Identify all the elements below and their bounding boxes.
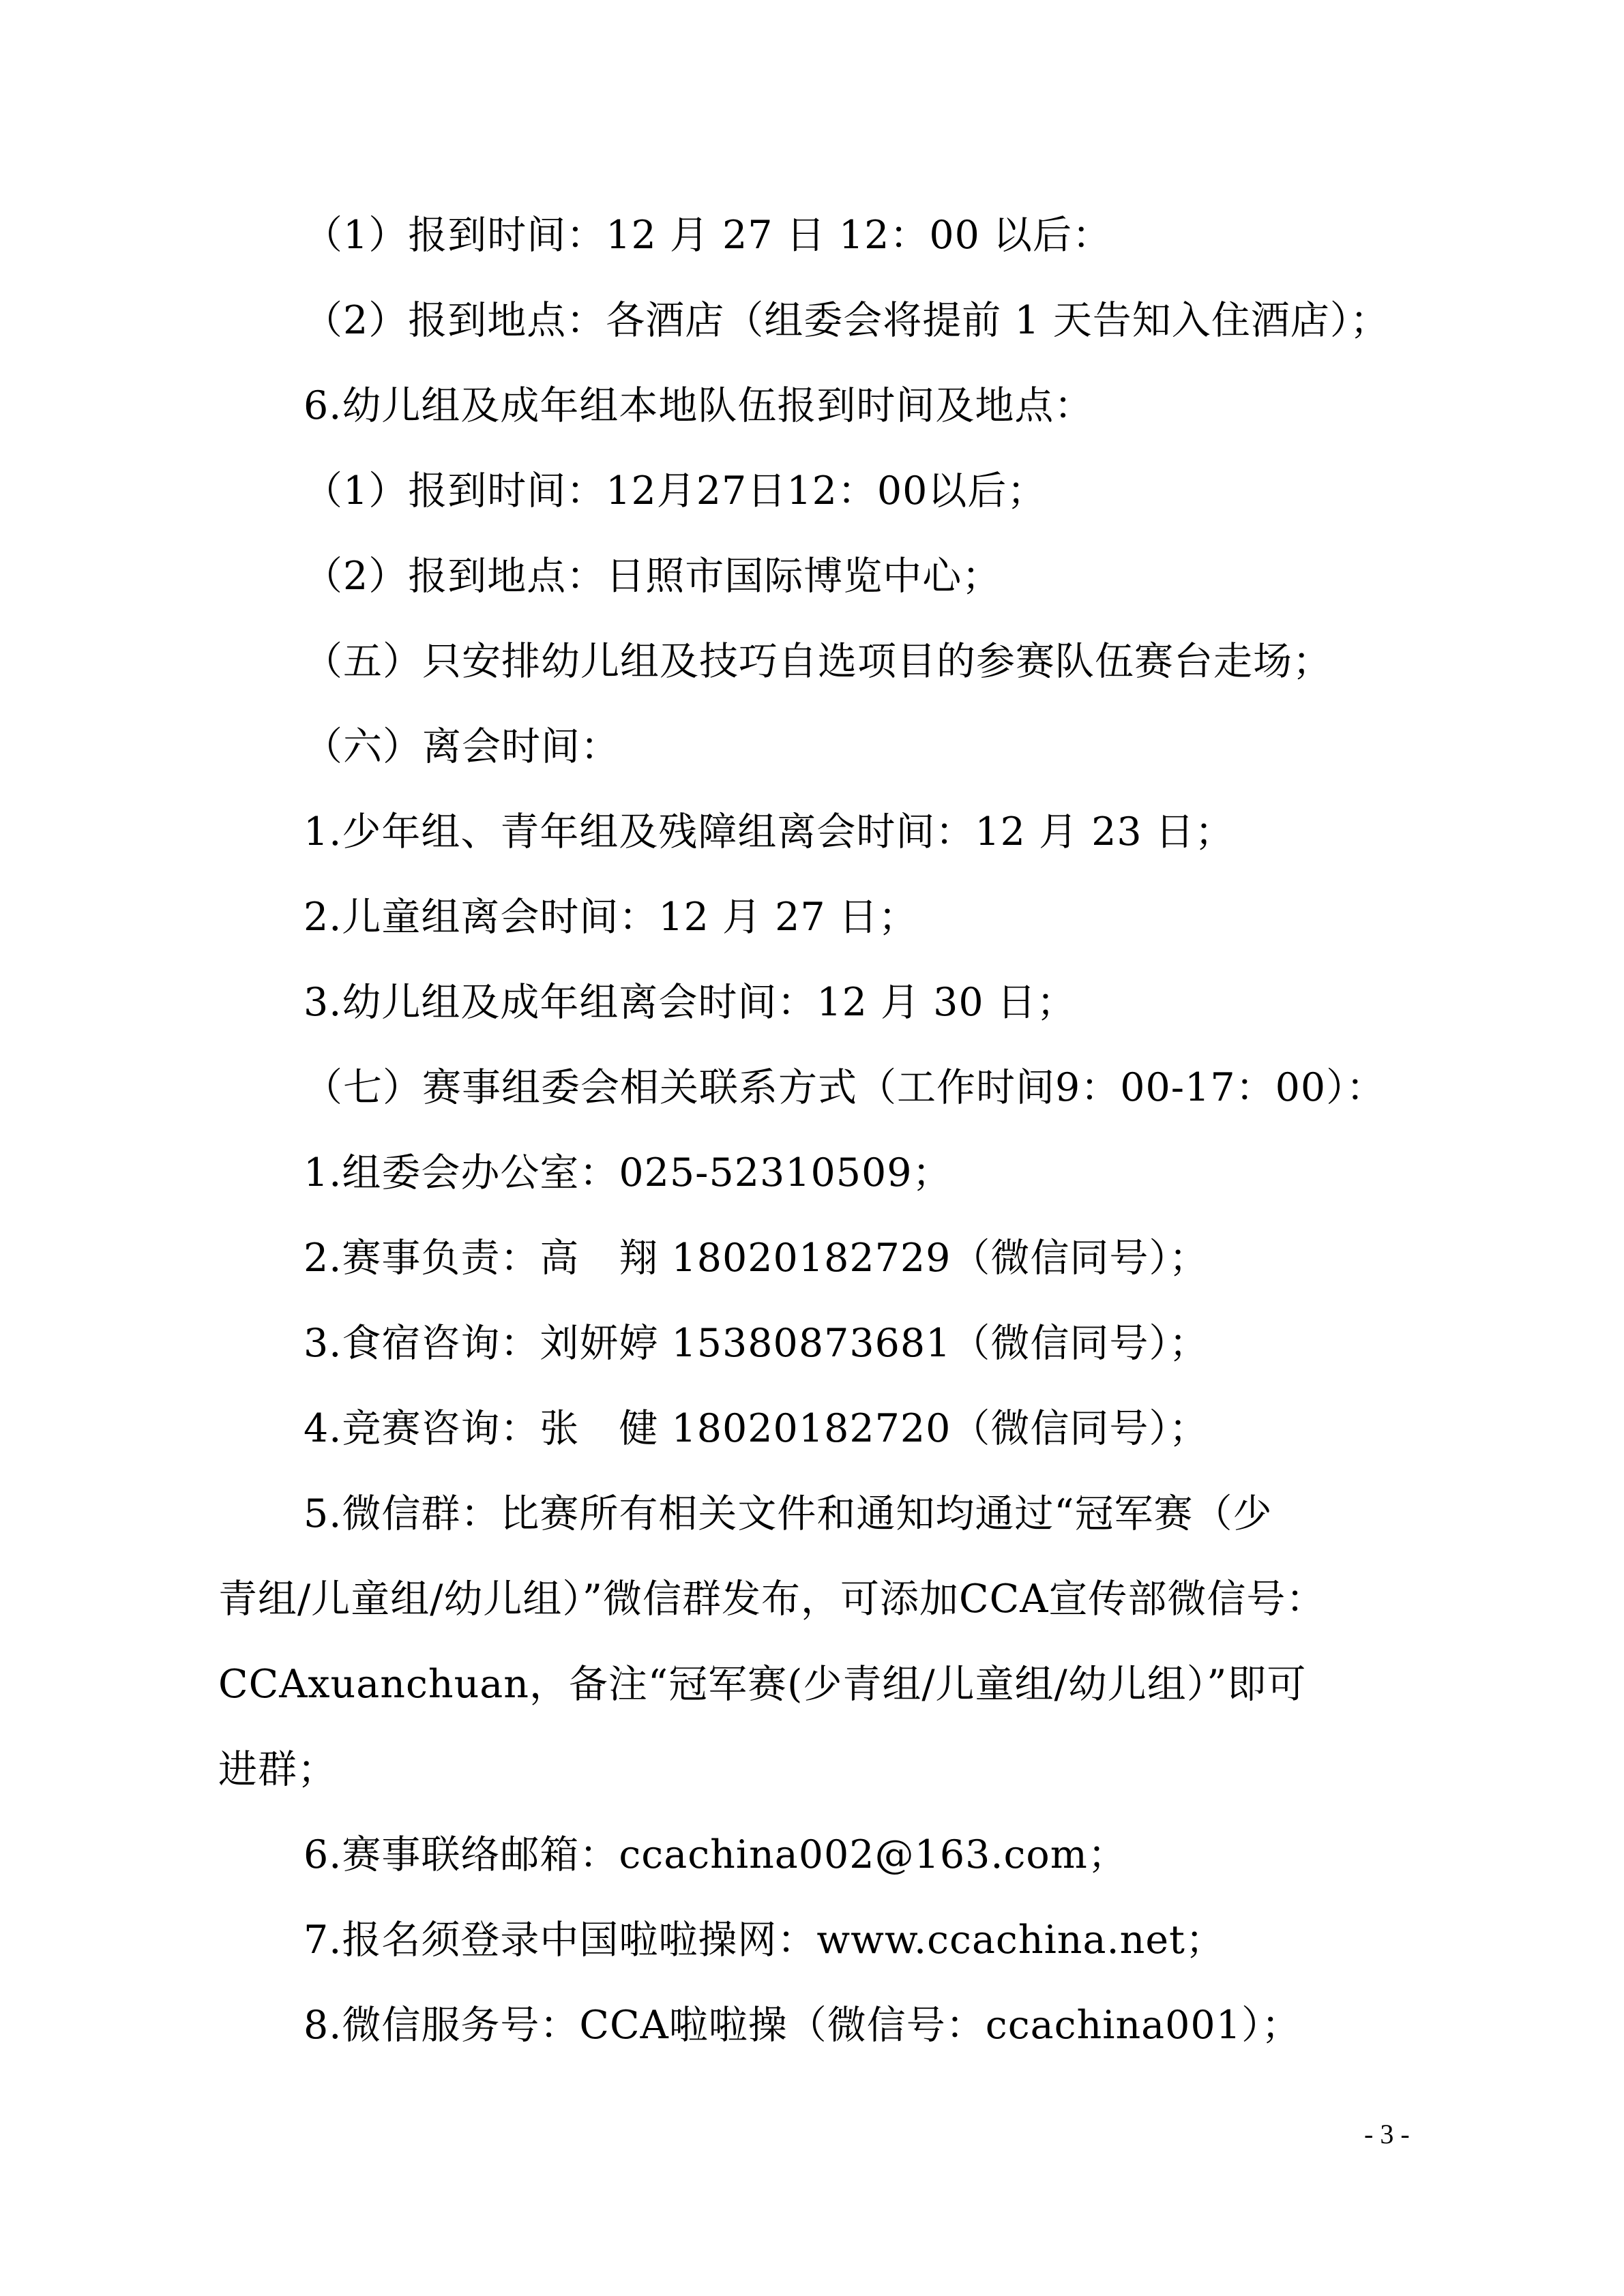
text-line: 3.幼儿组及成年组离会时间：12 月 30 日； [304,980,1076,1025]
text-line: 1.组委会办公室：025-52310509； [304,1150,952,1195]
text-line: （2）报到地点：日照市国际博览中心； [304,554,1002,599]
text-line: 7.报名须登录中国啦啦操网：www.ccachina.net； [304,1918,1225,1963]
text-line: CCAxuanchuan，备注“冠军赛(少青组/儿童组/幼儿组）”即可 [218,1662,1307,1707]
text-line: 3.食宿咨询：刘妍婷 15380873681（微信同号）； [304,1321,1209,1366]
page-number: - 3 - [1364,2119,1410,2149]
text-line: 2.赛事负责：高 翔 18020182729（微信同号）； [304,1236,1209,1281]
text-line: （1）报到时间：12月27日12：00以后； [304,468,1047,513]
text-line: （五）只安排幼儿组及技巧自选项目的参赛队伍赛台走场； [304,639,1332,684]
text-line: 8.微信服务号：CCA啦啦操（微信号：ccachina001）； [304,2003,1301,2048]
text-line: 6.幼儿组及成年组本地队伍报到时间及地点： [304,383,1094,428]
text-line: 6.赛事联络邮箱：ccachina002@163.com； [304,1832,1127,1877]
text-line: 5.微信群：比赛所有相关文件和通知均通过“冠军赛（少 [304,1491,1273,1536]
text-line: （六）离会时间： [304,724,620,769]
text-line: 1.少年组、青年组及残障组离会时间：12 月 23 日； [304,809,1235,854]
text-line: （七）赛事组委会相关联系方式（工作时间9：00-17：00）： [304,1065,1386,1110]
text-line: 进群； [218,1747,337,1792]
text-line: 4.竞赛咨询：张 健 18020182720（微信同号）； [304,1406,1209,1451]
text-line: 青组/儿童组/幼儿组）”微信群发布，可添加CCA宣传部微信号： [218,1577,1326,1622]
text-line: （1）报到时间：12 月 27 日 12：00 以后： [304,213,1112,258]
text-line: （2）报到地点：各酒店（组委会将提前 1 天告知入住酒店）； [304,298,1390,343]
text-line: 2.儿童组离会时间：12 月 27 日； [304,895,918,940]
